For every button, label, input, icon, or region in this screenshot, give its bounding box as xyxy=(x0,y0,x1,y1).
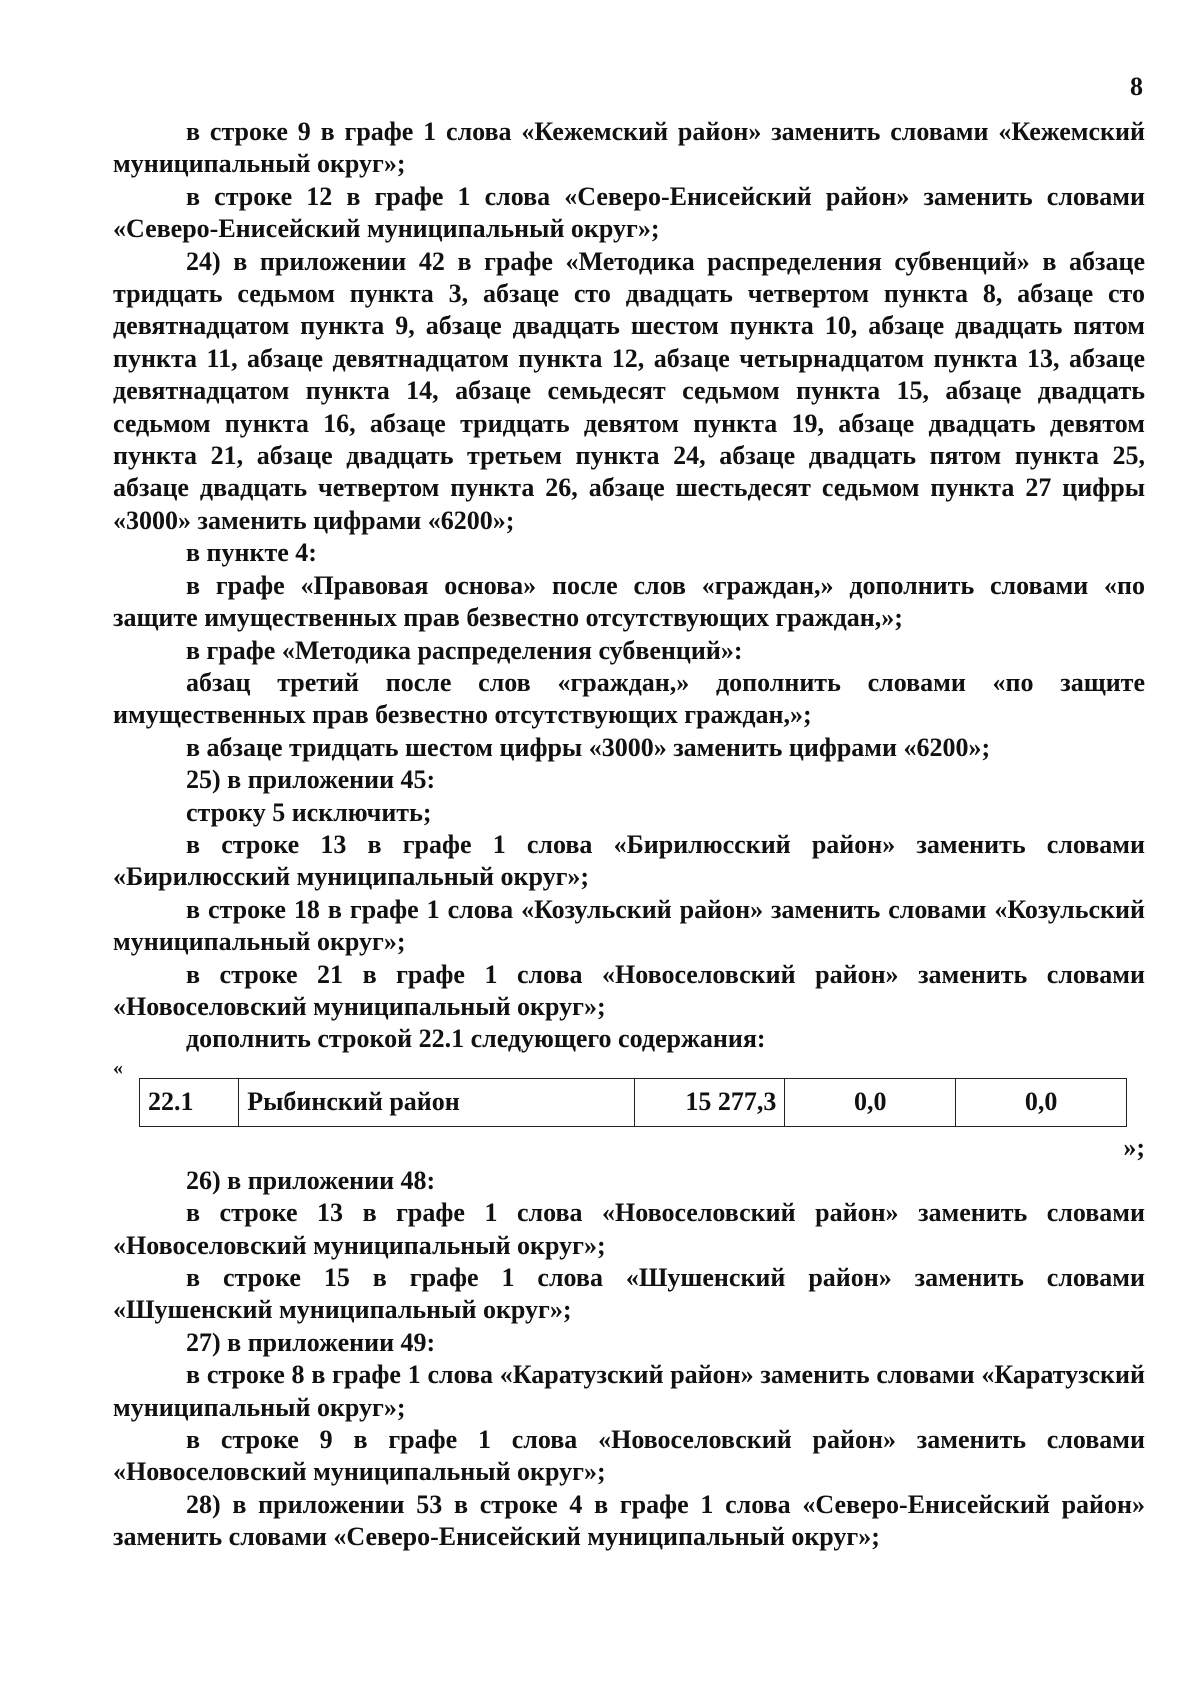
page-number: 8 xyxy=(1130,72,1143,101)
paragraph: в строке 21 в графе 1 слова «Новоселовский район» заменить словами «Новоселовский муниципальный округ»; xyxy=(113,959,1145,1021)
row-name-cell: Рыбинский район xyxy=(239,1078,635,1126)
paragraph: 28) в приложении 53 в строке 4 в графе 1 слова «Северо-Енисейский район» заменить словами «Северо-Енисейский муниципальный округ»; xyxy=(113,1489,1145,1552)
row-value1-cell: 15 277,3 xyxy=(635,1078,785,1126)
paragraph: в пункте 4: xyxy=(186,538,317,568)
paragraph: 25) в приложении 45: xyxy=(186,765,436,795)
open-quote-mark: « xyxy=(113,1056,123,1079)
paragraph: строку 5 исключить; xyxy=(186,797,432,827)
close-quote-mark: »; xyxy=(1123,1132,1145,1162)
paragraph: в абзаце тридцать шестом цифры «3000» заменить цифрами «6200»; xyxy=(186,732,991,762)
paragraph: в строке 12 в графе 1 слова «Северо-Енисейский район» заменить словами «Северо-Енисейский муниципальный округ»; xyxy=(113,181,1145,244)
row-number-cell: 22.1 xyxy=(140,1078,239,1126)
row-value3-cell: 0,0 xyxy=(956,1078,1127,1126)
paragraph: абзац третий после слов «граждан,» дополнить словами «по защите имущественных прав безвестно отсутствующих граждан,»; xyxy=(113,667,1145,730)
document-body xyxy=(113,116,1145,1554)
paragraph: в строке 9 в графе 1 слова «Новоселовский район» заменить словами «Новоселовский муниципальный округ»; xyxy=(113,1425,1145,1487)
paragraph: в строке 15 в графе 1 слова «Шушенский район» заменить словами «Шушенский муниципальный округ»; xyxy=(113,1263,1145,1325)
paragraph: 27) в приложении 49: xyxy=(186,1327,436,1357)
row-value2-cell: 0,0 xyxy=(785,1078,956,1126)
paragraph: дополнить строкой 22.1 следующего содержания: xyxy=(186,1024,766,1054)
paragraph: 24) в приложении 42 в графе «Методика распределения субвенций» в абзаце тридцать седьмом пункта 3, абзаце сто двадцать четвертом пункта 8, абзаце сто девятнадцатом пункта 9, абзаце двадцать шестом пункта 10, абзаце двадцать пятом пункта 11, абзаце девятнадцатом пункта 12, абзаце четырнадцатом пункта 13, абзаце девятнадцатом пункта 14, абзаце семьдесят седьмом пункта 15, абзаце двадцать седьмом пункта 16, абзаце тридцать девятом пункта 19, абзаце двадцать девятом пункта 21, абзаце двадцать третьем пункта 24, абзаце двадцать пятом пункта 25, абзаце двадцать четвертом пункта 26, абзаце шестьдесят седьмом пункта 27 цифры «3000» заменить цифрами «6200»; xyxy=(113,246,1145,535)
inserted-row-table xyxy=(139,1078,1127,1127)
paragraph: в графе «Методика распределения субвенций»: xyxy=(186,635,743,665)
table-row xyxy=(140,1078,1127,1126)
paragraph: в строке 18 в графе 1 слова «Козульский район» заменить словами «Козульский муниципальный округ»; xyxy=(113,894,1145,957)
paragraph: в строке 13 в графе 1 слова «Новоселовский район» заменить словами «Новоселовский муниципальный округ»; xyxy=(113,1198,1145,1260)
paragraph: в строке 13 в графе 1 слова «Бирилюсский район» заменить словами «Бирилюсский муниципальный округ»; xyxy=(113,829,1145,892)
paragraph: в строке 8 в графе 1 слова «Каратузский район» заменить словами «Каратузский муниципальный округ»; xyxy=(113,1360,1145,1422)
paragraph: в графе «Правовая основа» после слов «граждан,» дополнить словами «по защите имущественных прав безвестно отсутствующих граждан,»; xyxy=(113,570,1145,633)
paragraph: в строке 9 в графе 1 слова «Кежемский район» заменить словами «Кежемский муниципальный округ»; xyxy=(113,117,1145,179)
paragraph: 26) в приложении 48: xyxy=(186,1165,436,1195)
